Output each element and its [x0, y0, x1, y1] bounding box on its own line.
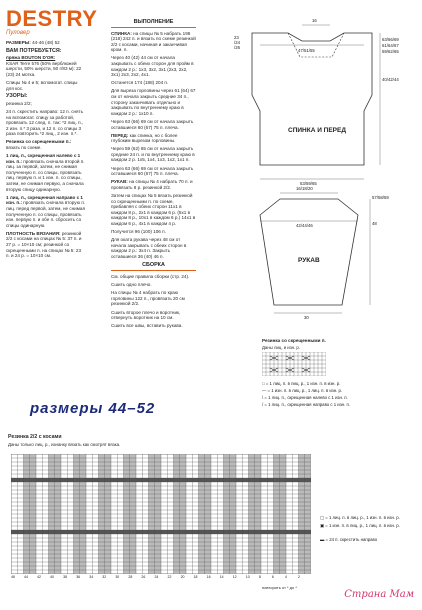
column-number: 12	[232, 575, 237, 579]
rib-legend-item: — = 1 изн. п. в лиц. р., 1 лиц. п. в изн. р.	[262, 388, 343, 393]
left-column	[6, 40, 86, 261]
repeat-note: повторить от * до *	[262, 585, 297, 590]
needles-text: Спицы № 4 и 5; вспомогат. спицы для кос.	[6, 80, 78, 91]
sleeve-bottom-label: 30	[304, 315, 309, 320]
column-number: 46	[11, 575, 15, 579]
main-chart-title: Резинка 2/2 с косами	[8, 434, 62, 440]
rib-cross-heading: Резинка со скрещенными п.:	[6, 139, 72, 145]
column-number: 26	[141, 575, 146, 579]
column-number: 32	[102, 575, 107, 579]
back-text-5: Через 63 (66) 69 см от начала закрыть оставшиеся 60 (67) 75 п. плеча.	[111, 118, 194, 130]
assembly-text-1: См. общие правила сборки (стр. 24).	[111, 274, 190, 280]
sleeve-text-2: Затем на спицах № 5 вязать резинкой со скрещенными п. по схеме, прибавляя с обеих сторон 11х1 в каждом 8 р., 2х1 в каждом 6 р. (5х1 в каждом 8 р., 10х1 в каждом 6 р.) 14х1 в каждом 6 р., 4х1 в каждом 4 р.	[111, 192, 196, 226]
cross-right-text: провязать сначала вторую п. лиц. перед первой, затем, не снимая полученную п. со спицы, провязать изн. первую п. и обе п. сбросить со спицы одинарную.	[6, 200, 86, 228]
column-number: 28	[128, 575, 133, 579]
cable-text: 24 п. скрестить направо: 12 п. снять на вспомогат. спицу за работой, провязать 12 след. п. так: *2 лиц. п., 2 изн. п.* 3 раза, и 12 п. со спицы 3 раза повторить *2 лиц., 2 изн. п.*.	[6, 108, 84, 137]
sleeve-top-label: 16/18/20	[296, 186, 313, 191]
back-text-3: Останется 174 (188) 204 п.	[111, 80, 169, 86]
column-number: 6	[271, 575, 274, 579]
column-number: 22	[167, 575, 172, 579]
sleeve-height-label: 57/58/59	[372, 195, 389, 200]
cross-left-heading: 1 лиц. п., скрещенная налево с 1 изн. п.:	[6, 153, 81, 164]
column-number: 24	[154, 575, 159, 579]
yarn-heading: пряжа BOUTON D'OR:	[6, 55, 56, 61]
column-number: 8	[258, 575, 261, 579]
sizes-value: 44-46 (48) 52	[32, 40, 60, 45]
rib-chart-legend	[262, 380, 350, 408]
sleeve-mid-label: 42/44/46	[296, 223, 313, 228]
column-number: 2	[297, 575, 300, 579]
height-label-4: 40/42/44	[382, 77, 399, 82]
assembly-text-3: На спицы № 4 набрать по краю горловины 122 п., провязать 20 см резинкой 2/2.	[111, 290, 185, 307]
column-number: 42	[37, 575, 41, 579]
front-heading: ПЕРЕД:	[111, 132, 129, 138]
column-number: 4	[284, 575, 287, 579]
density-text: резинкой 2/2 с косами на спицах № 5: 37 п. и 27 р. = 10×10 см; резинкой со скрещенными п. на спицах № 5: 23 п. и 24 р. = 10×10 см.	[6, 230, 82, 259]
column-number: 36	[76, 575, 81, 579]
column-number: 30	[115, 575, 120, 579]
sleeve-text-3: Получится 96 (100) 106 п.	[111, 229, 166, 234]
front-text-3: Через 63 (66) 69 см от начала закрыть оставшиеся 60 (67) 75 п. плеча.	[111, 165, 194, 177]
assembly-text-5: Сшить все швы, вставить рукава.	[111, 323, 183, 329]
column-number: 38	[63, 575, 68, 579]
column-number: 44	[24, 575, 28, 579]
main-chart-desc: Даны только лиц. р., изнанку вязать как смотрят вязка.	[8, 442, 121, 447]
materials-heading: ВАМ ПОТРЕБУЕТСЯ:	[6, 47, 62, 54]
rib-text: резинка 2/2;	[6, 100, 32, 106]
sleeve-heading: РУКАВ:	[111, 179, 128, 185]
main-chart-legend	[320, 514, 400, 544]
main-legend-item: ▣ = 1 изн. п. в лиц. р., 1 лиц. п. в изн. р.	[320, 523, 400, 528]
cross-left-text: провязать сначала второй п. лиц. за первой, затем, не снимая полученную п. со спицы, провязать лиц. первую п. и 1 изн. п. со спицы, затем, не снимая первую, а сначала вторую спицу одинарную.	[6, 158, 85, 192]
rib-legend-item: / = 1 лиц. п., скрещенная направо с 1 изн. п.	[262, 402, 350, 407]
assembly-heading: СБОРКА	[111, 263, 196, 271]
rib-legend-item: \ = 1 лиц. п., скрещенная налево с 1 изн. п.	[262, 395, 348, 400]
yarn-text: KSAR Terre 576 (50% верблюжей шерсти, 50% шерсти, 50 г/83 м): 22 (23) 24 мотка.	[6, 60, 82, 77]
front-text-2: Через 59 (62) 65 см от начала закрыть средние 24 п. и по внутреннему краю в каждом 2 р. 1х5, 1х4, 1х3, 1х2, 1х1 п.	[111, 146, 195, 163]
column-number: 20	[180, 575, 185, 579]
sleeve-label: РУКАВ	[298, 257, 320, 264]
watermark-logo: Страна Мам	[344, 589, 414, 600]
back-text-2: Через 40 (42) 44 см от начала закрывать с обеих сторон для пройм в каждом 2 р.: 1х3, 3х2, 3х1 (2х3, 2х2, 3х1) 2х3, 2х2, 4х1.	[111, 55, 194, 78]
assembly-text-2: Сшить одно плечо.	[111, 282, 152, 288]
neck-width-label: 16	[312, 18, 317, 23]
sleeve-outline	[260, 199, 358, 305]
sizes-label: РАЗМЕРЫ:	[6, 40, 31, 45]
sleeve-text: на спицы № 4 набрать 70 п. и провязать 8 р. резинкой 2/2.	[111, 179, 193, 190]
pattern-title: DESTRY	[6, 6, 98, 31]
column-number: 10	[245, 575, 250, 579]
height-label-3: 59/62/65	[382, 49, 399, 54]
column-number: 16	[206, 575, 211, 579]
height-label-1: 63/66/69	[382, 37, 399, 42]
schematic-diagram	[230, 15, 412, 335]
back-text-4: Для выреза горловины через 61 (64) 67 см от начала закрыть средние 34 п., сторону заканчивать отдельно и закрывать по внутреннему краю в каждом 2 р.: 1х10 п.	[111, 88, 196, 116]
sizes-banner: размеры 44–52	[30, 400, 156, 417]
rib-legend-item: □ = 1 лиц. п. в лиц. р., 1 изн. п. в изн. р.	[262, 381, 341, 386]
body-label: СПИНКА И ПЕРЕД	[288, 127, 346, 134]
assembly-text-4: Сшить второе плечо и воротник, отвернуть воротник на 10 см.	[111, 309, 181, 321]
main-chart-grid	[11, 454, 311, 574]
rib-chart-grid	[262, 352, 326, 376]
back-heading: СПИНКА:	[111, 30, 132, 36]
column-number: 18	[193, 575, 198, 579]
rib-chart-desc: Даны лиц. и изн. р.	[262, 345, 301, 350]
column-number: 40	[50, 575, 55, 579]
sleeve-text-4: Для оката рукава через 48 см от начала закрывать с обеих сторон в каждом 2 р.: 3х4 п. Закрыть оставшиеся 36 (40) 46 п.	[111, 237, 187, 259]
neck-depth-label: 23 /24 /26	[234, 35, 240, 50]
density-heading: ПЛОТНОСТЬ ВЯЗАНИЯ:	[6, 230, 61, 236]
front-text: как спинка, но с более глубоким вырезом горловины.	[111, 132, 178, 144]
height-label-2: 61/64/67	[382, 43, 399, 48]
column-number: 14	[219, 575, 224, 579]
pattern-subtitle: Пуловер	[6, 30, 30, 36]
patterns-heading: УЗОРЫ:	[6, 93, 28, 100]
bottom-width-label: 53/59/65	[300, 181, 317, 186]
execution-heading: ВЫПОЛНЕНИЕ	[111, 20, 196, 28]
main-legend-item: ▬ = 24 п. скрестить направо	[320, 537, 378, 542]
cross-right-heading: 1 лиц. п., скрещенная направо с 1 изн. п.:	[6, 194, 83, 206]
sleeve-length-label: 48	[372, 221, 377, 226]
body-width-label: 47/51/55	[298, 48, 315, 53]
main-legend-item: ▢ = 1 лиц. п. в лиц. р., 1 изн. п. в изн. р.	[320, 515, 400, 520]
rib-cross-text: вязать по схеме.	[6, 145, 42, 150]
back-text: на спицы № 5 набрать 196 (218) 242 п. и вязать по схеме резинкой 2/2 с косами, начиная и заканчивая кром. п.	[111, 30, 196, 53]
chart-column-numbers	[11, 575, 311, 581]
column-number: 34	[89, 575, 94, 579]
rib-chart-title: Резинка со скрещенными п.	[262, 338, 326, 343]
middle-column	[111, 16, 196, 331]
schematic-svg	[230, 15, 412, 335]
